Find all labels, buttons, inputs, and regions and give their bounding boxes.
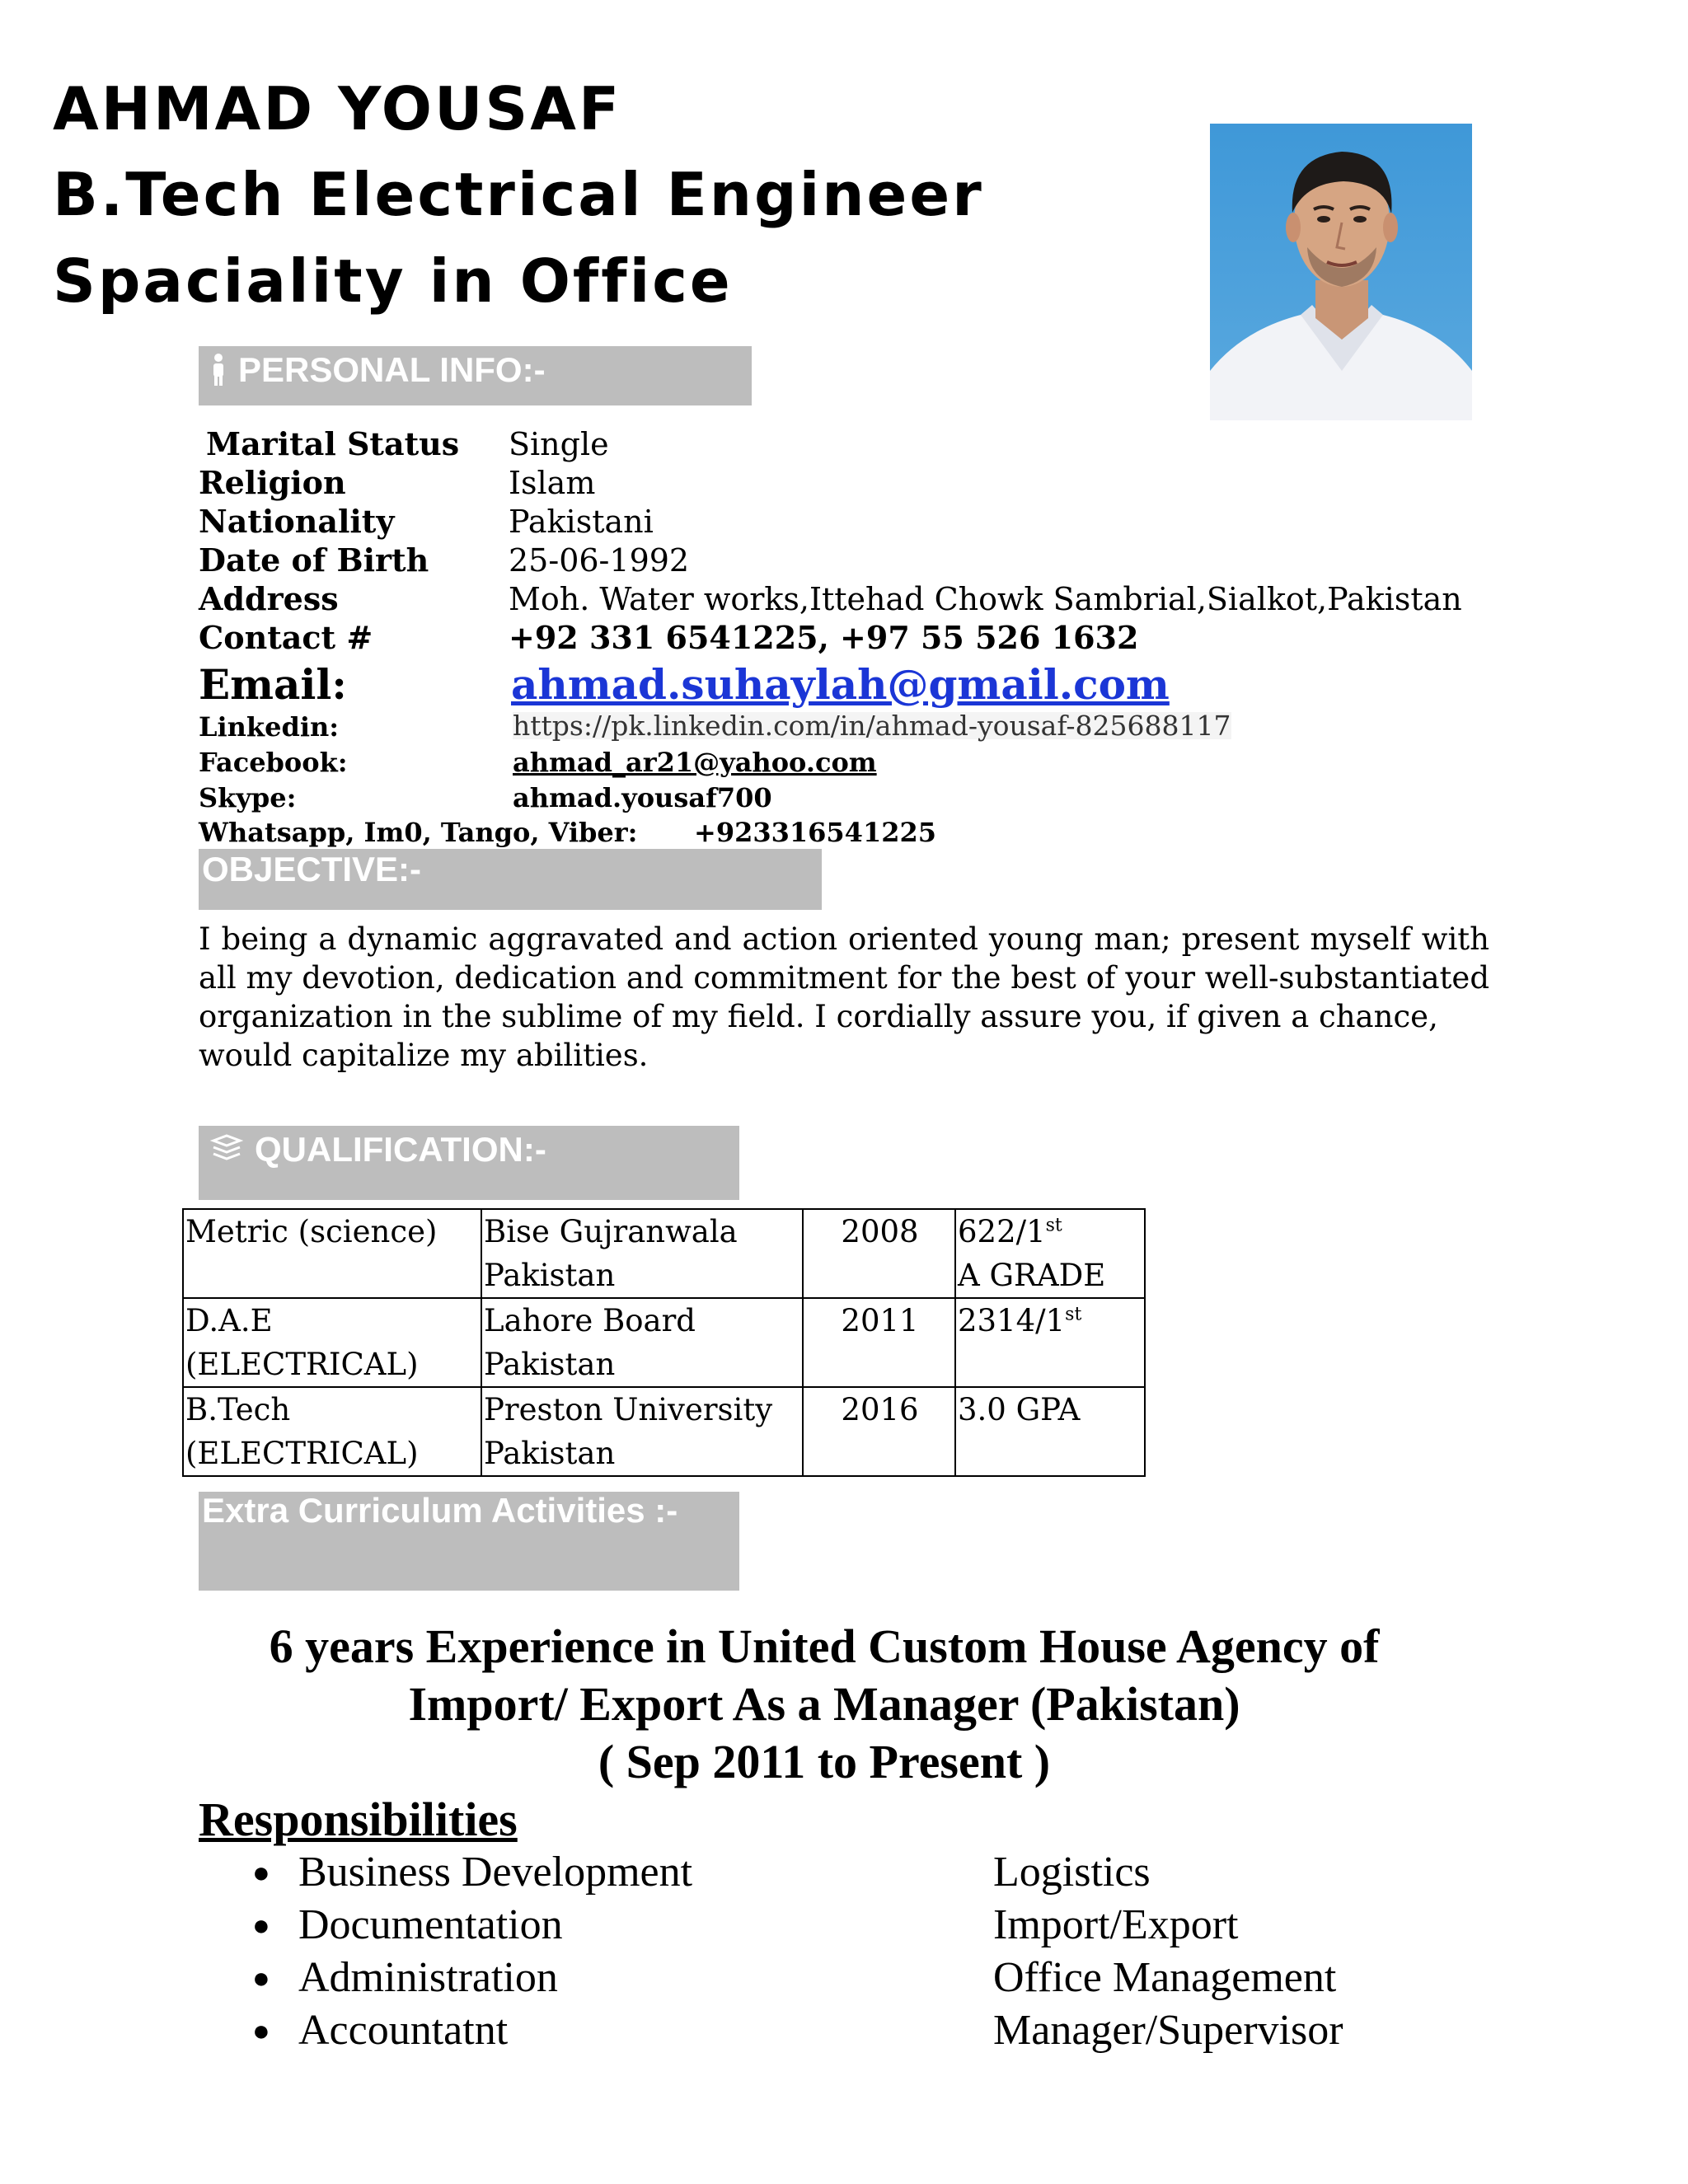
candidate-title: B.Tech Electrical Engineer: [53, 160, 984, 229]
table-row: [183, 1209, 1145, 1298]
books-icon: [210, 1132, 243, 1171]
nationality-label: Nationality: [199, 503, 395, 540]
skype-label: Skype:: [199, 782, 297, 813]
table-row: [183, 1298, 1145, 1387]
section-personal-info: [199, 346, 752, 405]
year-cell: 2011: [803, 1298, 955, 1387]
section-personal-label: PERSONAL INFO:-: [238, 350, 546, 389]
degree-cell: B.Tech (ELECTRICAL): [183, 1387, 481, 1476]
result-cell: 2314/1st: [955, 1298, 1145, 1387]
bullet-icon: ●: [252, 1961, 270, 1994]
marital-status-label: Marital Status: [206, 425, 460, 462]
section-qualification: [199, 1126, 739, 1200]
board-cell: Bise Gujranwala Pakistan: [481, 1209, 803, 1298]
linkedin-link[interactable]: https://pk.linkedin.com/in/ahmad-yousaf-825688117: [513, 710, 1231, 742]
messaging-label: Whatsapp, Im0, Tango, Viber:: [199, 817, 638, 848]
email-link[interactable]: ahmad.suhaylah@gmail.com: [511, 660, 1170, 709]
bullet-icon: ●: [252, 2014, 270, 2047]
bullet-icon: ●: [252, 1909, 270, 1942]
section-extra-label: Extra Curriculum Activities :-: [202, 1491, 678, 1530]
marital-status-value: Single: [509, 426, 609, 462]
year-cell: 2016: [803, 1387, 955, 1476]
facebook-label: Facebook:: [199, 747, 348, 778]
experience-line-2: Import/ Export As a Manager (Pakistan): [408, 1677, 1240, 1731]
objective-text: [199, 920, 1489, 1075]
list-item: Office Management: [993, 1954, 1337, 2001]
skype-value: ahmad.yousaf700: [513, 782, 772, 813]
list-item: Manager/Supervisor: [993, 2007, 1343, 2054]
person-icon: [210, 353, 227, 391]
section-objective-label: OBJECTIVE:-: [202, 850, 422, 888]
result-cell: 3.0 GPA: [955, 1387, 1145, 1476]
linkedin-label: Linkedin:: [199, 711, 340, 743]
section-extra-curriculum: [199, 1492, 739, 1591]
messaging-value: +923316541225: [694, 817, 936, 848]
religion-value: Islam: [509, 465, 596, 501]
responsibilities-heading: Responsibilities: [199, 1793, 518, 1846]
address-label: Address: [199, 580, 339, 617]
table-row: [183, 1387, 1145, 1476]
dob-value: 25-06-1992: [509, 542, 690, 579]
result-cell: 622/1st A GRADE: [955, 1209, 1145, 1298]
contact-label: Contact #: [199, 619, 373, 656]
experience-line-1: 6 years Experience in United Custom House Agency of: [269, 1619, 1380, 1673]
degree-cell: D.A.E (ELECTRICAL): [183, 1298, 481, 1387]
list-item: Logistics: [993, 1849, 1151, 1896]
degree-cell: Metric (science): [183, 1209, 481, 1298]
religion-label: Religion: [199, 464, 346, 501]
contact-value: +92 331 6541225, +97 55 526 1632: [509, 619, 1139, 656]
email-label: Email:: [199, 660, 347, 709]
list-item: ● Accountatnt: [298, 2004, 508, 2057]
nationality-value: Pakistani: [509, 504, 654, 540]
address-value: Moh. Water works,Ittehad Chowk Sambrial,Sialkot,Pakistan: [509, 581, 1462, 617]
dob-label: Date of Birth: [199, 541, 429, 579]
candidate-speciality: Spaciality in Office: [53, 246, 733, 316]
year-cell: 2008: [803, 1209, 955, 1298]
objective-closing: would capitalize my abilities.: [199, 1038, 649, 1073]
bullet-icon: ●: [252, 1856, 270, 1889]
section-qualification-label: QUALIFICATION:-: [255, 1130, 546, 1169]
candidate-name: AHMAD YOUSAF: [53, 74, 622, 143]
qualification-table: [182, 1208, 1146, 1477]
list-item: ● Business Development: [298, 1846, 692, 1899]
experience-dates: ( Sep 2011 to Present ): [598, 1735, 1051, 1788]
section-objective: [199, 849, 822, 910]
objective-paragraph: I being a dynamic aggravated and action oriented young man; present myself with all my devotion, dedication and commitment for the best of your well-substantiated organization in the sublime of my field. I cordially assure you, if given a chance,: [199, 921, 1489, 1034]
list-item: ● Administration: [298, 1952, 558, 2004]
list-item: Import/Export: [993, 1901, 1239, 1948]
facebook-link[interactable]: ahmad_ar21@yahoo.com: [513, 747, 877, 778]
list-item: ● Documentation: [298, 1899, 563, 1952]
board-cell: Lahore Board Pakistan: [481, 1298, 803, 1387]
board-cell: Preston University Pakistan: [481, 1387, 803, 1476]
profile-photo: [1210, 124, 1472, 420]
